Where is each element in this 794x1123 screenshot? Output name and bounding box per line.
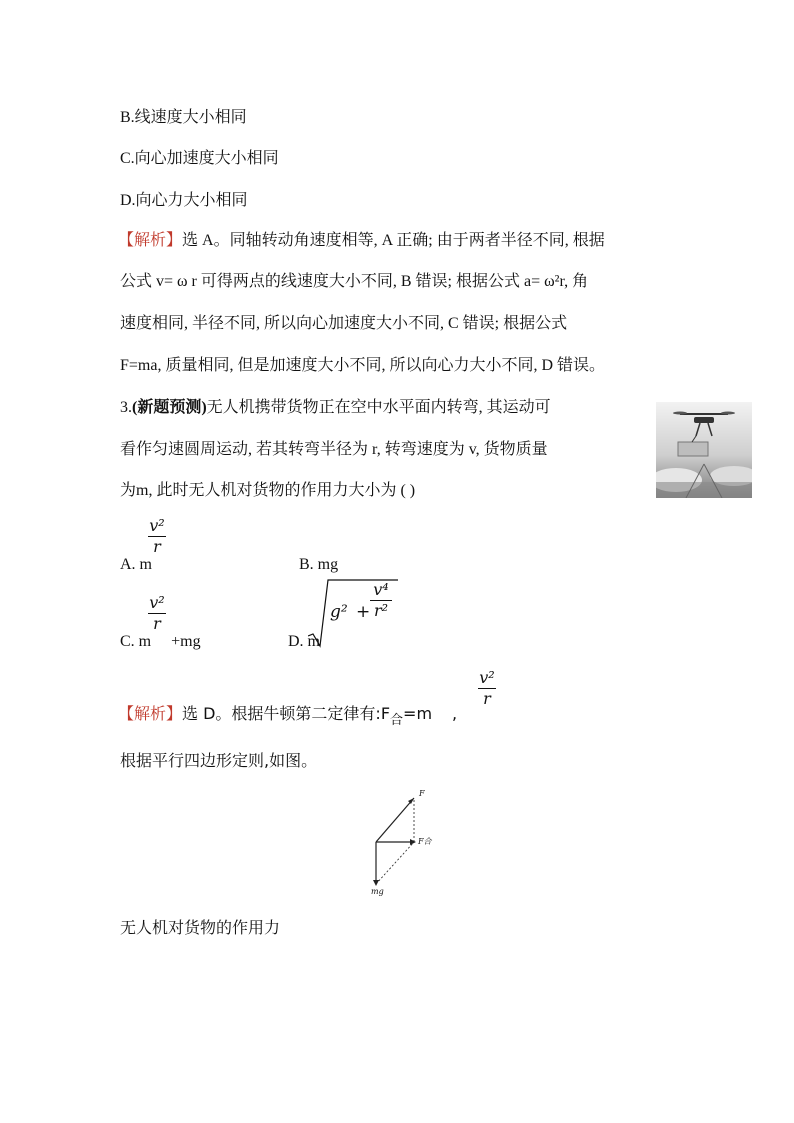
drone-photo: [656, 402, 752, 498]
analysis1-line4: F=ma, 质量相同, 但是加速度大小不同, 所以向心力大小不同, D 错误。: [120, 357, 606, 374]
question3-line2: 看作匀速圆周运动, 若其转弯半径为 r, 转弯速度为 v, 货物质量: [120, 441, 548, 458]
option-b-prev: B.线速度大小相同: [120, 109, 247, 126]
analysis2-line3: 无人机对货物的作用力: [120, 918, 281, 937]
analysis-tag: 【解析】: [118, 232, 183, 249]
diagram-label-f: F: [419, 789, 425, 798]
sqrt-g2: g²: [330, 602, 348, 622]
option-c: C. m +mg: [120, 633, 201, 650]
analysis1-line2: 公式 v= ω r 可得两点的线速度大小不同, B 错误; 根据公式 a= ω²r, 角: [120, 273, 589, 290]
diagram-label-mg: mg: [371, 887, 384, 896]
analysis2-line2: 根据平行四边形定则,如图。: [120, 751, 318, 770]
option-d: D. m: [288, 633, 320, 650]
option-a-fraction: v² r: [149, 516, 165, 556]
option-a: A. m: [120, 556, 152, 573]
analysis1-line1: 【解析】选 A。同轴转动角速度相等, A 正确; 由于两者半径不同, 根据: [118, 232, 605, 249]
option-d-prev: D.向心力大小相同: [120, 192, 248, 209]
analysis2-fraction: v² r: [479, 668, 495, 708]
question3-line3: 为m, 此时无人机对货物的作用力大小为 ( ): [120, 482, 416, 499]
diagram-label-fhe: F合: [418, 837, 432, 846]
question-number: 3.: [120, 399, 132, 416]
analysis2-line1: 【解析】选 D。根据牛顿第二定律有$:F_合=m$ ,: [118, 704, 458, 728]
question-tag: (新题预测): [132, 399, 207, 416]
option-c-prev: C.向心加速度大小相同: [120, 150, 279, 167]
analysis-tag: 【解析】: [118, 704, 183, 723]
sqrt-plus: +: [356, 602, 371, 622]
option-c-fraction: v² r: [149, 593, 165, 633]
question3-line1: 3.(新题预测)无人机携带货物正在空中水平面内转弯, 其运动可: [120, 399, 551, 416]
option-d-fraction: v⁴ r²: [370, 581, 392, 620]
option-b: B. mg: [299, 556, 339, 573]
analysis1-line3: 速度相同, 半径不同, 所以向心加速度大小不同, C 错误; 根据公式: [120, 315, 568, 332]
